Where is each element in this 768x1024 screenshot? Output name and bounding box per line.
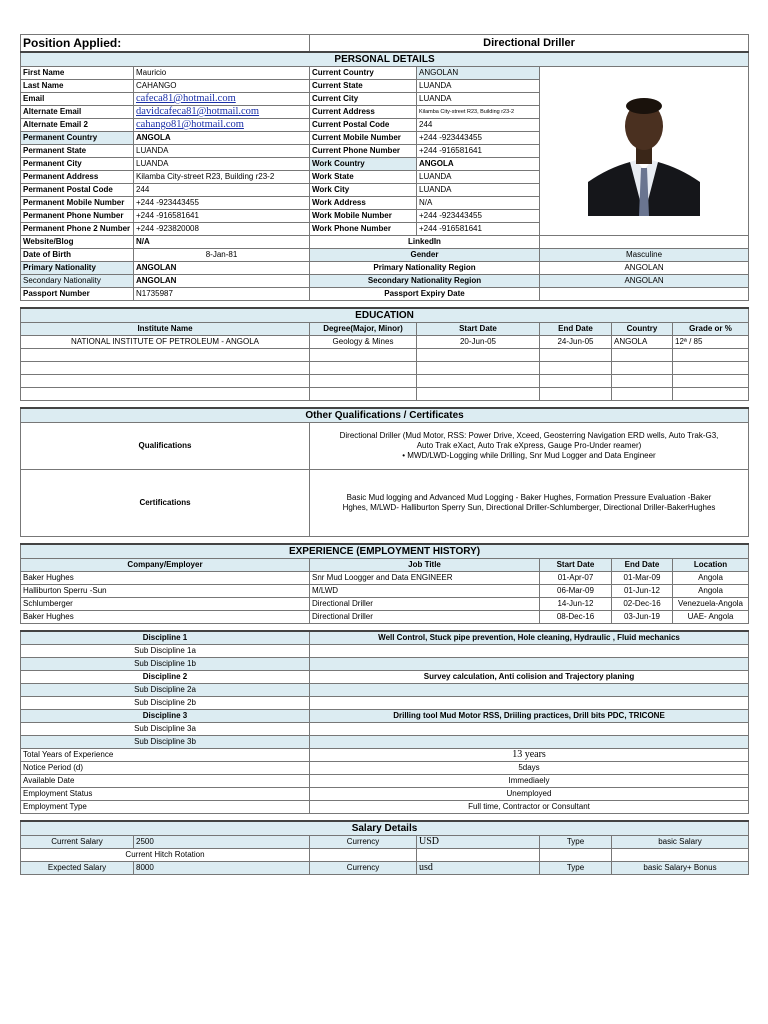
table-row: [21, 572, 749, 585]
column-header: Company/Employer: [21, 559, 310, 572]
field-label: Alternate Email 2: [21, 119, 134, 132]
field-label: Passport Expiry Date: [310, 288, 540, 301]
misc-row: [21, 775, 749, 788]
qualifications-line: • MWD/LWD-Logging while Drilling, Snr Mud Logger and Data Engineer: [402, 451, 656, 460]
form-table: [20, 34, 749, 301]
header-row: [21, 35, 749, 53]
field-value: LUANDA: [417, 80, 540, 93]
column-header: End Date: [540, 323, 612, 336]
field-value: 13 years: [310, 749, 749, 762]
table-row: [21, 362, 749, 375]
field-value: ANGOLA: [417, 158, 540, 171]
field-value: N/A: [417, 197, 540, 210]
field-label: Type: [540, 836, 612, 849]
column-header: Grade or %: [673, 323, 749, 336]
qualifications-text: [310, 423, 749, 470]
field-label: First Name: [21, 67, 134, 80]
table-cell: 08-Dec-16: [540, 611, 612, 624]
dob-row: [21, 249, 749, 262]
personal-row: [21, 67, 749, 80]
field-label: Permanent Country: [21, 132, 134, 145]
table-cell: Directional Driller: [310, 598, 540, 611]
sub-discipline-row: [21, 723, 749, 736]
discipline-row: [21, 710, 749, 723]
table-cell: 03-Jun-19: [612, 611, 673, 624]
field-value: +244 -923443455: [417, 210, 540, 223]
field-label: Work Phone Number: [310, 223, 417, 236]
discipline-label: Discipline 1: [21, 631, 310, 645]
field-value: N/A: [134, 236, 310, 249]
certifications-line: Basic Mud logging and Advanced Mud Logging - Baker Hughes, Formation Pressure Evaluation -Baker: [346, 493, 712, 502]
field-label: Work Mobile Number: [310, 210, 417, 223]
table-cell: Baker Hughes: [21, 572, 310, 585]
field-label: Secondary Nationality: [21, 275, 134, 288]
table-row: [21, 611, 749, 624]
applicant-photo: [588, 82, 700, 216]
field-value: ANGOLAN: [134, 262, 310, 275]
field-value: ANGOLA: [134, 132, 310, 145]
qualifications-table: [20, 407, 749, 537]
field-label: Passport Number: [21, 288, 134, 301]
position-applied-label: Position Applied:: [21, 35, 310, 53]
field-label: Expected Salary: [21, 862, 134, 875]
field-label: Permanent Postal Code: [21, 184, 134, 197]
certifications-row: [21, 470, 749, 537]
field-label: Currency: [310, 836, 417, 849]
field-value: LUANDA: [134, 145, 310, 158]
field-label: Notice Period (d): [21, 762, 310, 775]
sub-discipline-row: [21, 697, 749, 710]
field-label: Employment Status: [21, 788, 310, 801]
field-value: +244 -923443455: [417, 132, 540, 145]
alternate-email-2-link[interactable]: cahango81@hotmail.com: [134, 119, 310, 132]
education-header-row: [21, 323, 749, 336]
photo-cell: [540, 67, 749, 236]
field-value: ANGOLAN: [134, 275, 310, 288]
experience-title: EXPERIENCE (EMPLOYMENT HISTORY): [21, 544, 749, 559]
table-row: [21, 349, 749, 362]
field-value: 244: [134, 184, 310, 197]
column-header: Degree(Major, Minor): [310, 323, 417, 336]
table-cell: 01-Apr-07: [540, 572, 612, 585]
field-label: Total Years of Experience: [21, 749, 310, 762]
field-label: Last Name: [21, 80, 134, 93]
table-cell: Directional Driller: [310, 611, 540, 624]
field-label: Currency: [310, 862, 417, 875]
qualifications-label: Qualifications: [21, 423, 310, 470]
qualifications-line: Auto Trak eXact, Auto Trak eXpress, Gauge Pro-Under reamer): [416, 441, 642, 450]
field-label: Work State: [310, 171, 417, 184]
field-label: Current Country: [310, 67, 417, 80]
qualifications-line: Directional Driller (Mud Motor, RSS: Power Drive, Xceed, Geosterring Navigation ERD wells, Auto Trak-G3,: [339, 431, 719, 440]
table-cell: Angola: [673, 572, 749, 585]
certifications-label: Certifications: [21, 470, 310, 537]
column-header: Location: [673, 559, 749, 572]
field-value: +244 -916581641: [134, 210, 310, 223]
field-label: Website/Blog: [21, 236, 134, 249]
field-value: ANGOLAN: [540, 262, 749, 275]
field-label: Current State: [310, 80, 417, 93]
position-applied-value: Directional Driller: [310, 35, 749, 53]
table-cell: 12ª / 85: [673, 336, 749, 349]
passport-row: [21, 288, 749, 301]
field-label: Permanent City: [21, 158, 134, 171]
field-value: Kilamba City-street R23, Building r23-2: [417, 106, 540, 119]
discipline-value: Drilling tool Mud Motor RSS, Driiling practices, Drill bits PDC, TRICONE: [310, 710, 749, 723]
linkedin-label: LinkedIn: [310, 236, 540, 249]
field-value: ANGOLAN: [540, 275, 749, 288]
sub-discipline-label: Sub Discipline 1a: [21, 645, 310, 658]
field-value: 8-Jan-81: [134, 249, 310, 262]
education-table: [20, 307, 749, 401]
field-value: +244 -916581641: [417, 223, 540, 236]
sub-discipline-label: Sub Discipline 2b: [21, 697, 310, 710]
field-label: Work City: [310, 184, 417, 197]
table-cell: 20-Jun-05: [417, 336, 540, 349]
column-header: Job Title: [310, 559, 540, 572]
discipline-value: Well Control, Stuck pipe prevention, Hole cleaning, Hydraulic , Fluid mechanics: [310, 631, 749, 645]
table-row: [21, 388, 749, 401]
field-value: LUANDA: [417, 184, 540, 197]
salary-table: [20, 820, 749, 875]
gender-value: Masculine: [540, 249, 749, 262]
table-cell: ANGOLA: [612, 336, 673, 349]
field-value: Full time, Contractor or Consultant: [310, 801, 749, 814]
field-label: Current Hitch Rotation: [21, 849, 310, 862]
table-cell: Halliburton Sperru -Sun: [21, 585, 310, 598]
column-header: End Date: [612, 559, 673, 572]
field-value: 2500: [134, 836, 310, 849]
table-cell: 01-Jun-12: [612, 585, 673, 598]
table-cell: 02-Dec-16: [612, 598, 673, 611]
sub-discipline-label: Sub Discipline 1b: [21, 658, 310, 671]
table-cell: Schlumberger: [21, 598, 310, 611]
field-value: +244 -916581641: [417, 145, 540, 158]
application-form: [20, 34, 748, 875]
certifications-line: Hghes, M/LWD- Halliburton Sperry Sun, Directional Driller-Schlumberger, Directional Driller-BakerHughes: [342, 503, 716, 512]
education-title: EDUCATION: [21, 308, 749, 323]
field-value: 8000: [134, 862, 310, 875]
table-row: [21, 336, 749, 349]
field-value: LUANDA: [417, 171, 540, 184]
discipline-row: [21, 631, 749, 645]
column-header: Start Date: [417, 323, 540, 336]
discipline-row: [21, 671, 749, 684]
hitch-row: [21, 849, 749, 862]
field-label: Permanent Address: [21, 171, 134, 184]
field-value: usd: [417, 862, 540, 875]
sub-discipline-row: [21, 645, 749, 658]
table-cell: Baker Hughes: [21, 611, 310, 624]
salary-row: [21, 862, 749, 875]
personal-details-title: PERSONAL DETAILS: [21, 52, 749, 67]
field-value: ANGOLAN: [417, 67, 540, 80]
misc-row: [21, 801, 749, 814]
field-label: Current Phone Number: [310, 145, 417, 158]
linkedin-value: [540, 236, 749, 249]
website-row: [21, 236, 749, 249]
misc-row: [21, 749, 749, 762]
gender-label: Gender: [310, 249, 540, 262]
field-value: USD: [417, 836, 540, 849]
table-cell: 01-Mar-09: [612, 572, 673, 585]
table-cell: 24-Jun-05: [540, 336, 612, 349]
field-label: Current City: [310, 93, 417, 106]
table-cell: NATIONAL INSTITUTE OF PETROLEUM - ANGOLA: [21, 336, 310, 349]
field-value: Immediaely: [310, 775, 749, 788]
field-value: [540, 288, 749, 301]
field-value: 5days: [310, 762, 749, 775]
sub-discipline-label: Sub Discipline 3b: [21, 736, 310, 749]
field-label: Alternate Email: [21, 106, 134, 119]
field-value: Kilamba City-street R23, Building r23-2: [134, 171, 310, 184]
table-cell: Snr Mud Loogger and Data ENGINEER: [310, 572, 540, 585]
field-label: Secondary Nationality Region: [310, 275, 540, 288]
sub-discipline-label: Sub Discipline 2a: [21, 684, 310, 697]
sub-discipline-label: Sub Discipline 3a: [21, 723, 310, 736]
table-cell: Geology & Mines: [310, 336, 417, 349]
alternate-email-link[interactable]: davidcafeca81@hotmail.com: [134, 106, 310, 119]
column-header: Country: [612, 323, 673, 336]
field-value: LUANDA: [417, 93, 540, 106]
column-header: Institute Name: [21, 323, 310, 336]
experience-header-row: [21, 559, 749, 572]
field-label: Date of Birth: [21, 249, 134, 262]
field-label: Work Address: [310, 197, 417, 210]
field-value: Mauricio: [134, 67, 310, 80]
field-value: N1735987: [134, 288, 310, 301]
field-label: Available Date: [21, 775, 310, 788]
misc-row: [21, 762, 749, 775]
qualifications-title: Other Qualifications / Certificates: [21, 408, 749, 423]
field-value: basic Salary: [612, 836, 749, 849]
field-label: Current Mobile Number: [310, 132, 417, 145]
discipline-label: Discipline 2: [21, 671, 310, 684]
field-value: +244 -923443455: [134, 197, 310, 210]
field-label: Permanent Phone Number: [21, 210, 134, 223]
sub-discipline-row: [21, 684, 749, 697]
table-row: [21, 375, 749, 388]
table-row: [21, 585, 749, 598]
table-row: [21, 598, 749, 611]
field-label: Employment Type: [21, 801, 310, 814]
primary-nationality-row: [21, 262, 749, 275]
field-label: Primary Nationality Region: [310, 262, 540, 275]
table-cell: M/LWD: [310, 585, 540, 598]
field-value: LUANDA: [134, 158, 310, 171]
table-cell: UAE- Angola: [673, 611, 749, 624]
salary-row: [21, 836, 749, 849]
field-value: basic Salary+ Bonus: [612, 862, 749, 875]
certifications-text: [310, 470, 749, 537]
sub-discipline-row: [21, 658, 749, 671]
column-header: Start Date: [540, 559, 612, 572]
field-label: Work Country: [310, 158, 417, 171]
salary-title: Salary Details: [21, 821, 749, 836]
email-link[interactable]: cafeca81@hotmail.com: [134, 93, 310, 106]
field-label: Email: [21, 93, 134, 106]
field-label: Permanent State: [21, 145, 134, 158]
field-label: Current Postal Code: [310, 119, 417, 132]
discipline-label: Discipline 3: [21, 710, 310, 723]
field-label: Current Address: [310, 106, 417, 119]
qualifications-row: [21, 423, 749, 470]
field-value: CAHANGO: [134, 80, 310, 93]
field-label: Permanent Phone 2 Number: [21, 223, 134, 236]
secondary-nationality-row: [21, 275, 749, 288]
field-label: Permanent Mobile Number: [21, 197, 134, 210]
misc-row: [21, 788, 749, 801]
field-label: Type: [540, 862, 612, 875]
field-value: 244: [417, 119, 540, 132]
disciplines-table: [20, 630, 749, 814]
field-value: Unemployed: [310, 788, 749, 801]
discipline-value: Survey calculation, Anti colision and Trajectory planing: [310, 671, 749, 684]
table-cell: Venezuela-Angola: [673, 598, 749, 611]
sub-discipline-row: [21, 736, 749, 749]
experience-table: [20, 543, 749, 624]
table-cell: Angola: [673, 585, 749, 598]
field-value: +244 -923820008: [134, 223, 310, 236]
field-label: Primary Nationality: [21, 262, 134, 275]
table-cell: 06-Mar-09: [540, 585, 612, 598]
table-cell: 14-Jun-12: [540, 598, 612, 611]
field-label: Current Salary: [21, 836, 134, 849]
